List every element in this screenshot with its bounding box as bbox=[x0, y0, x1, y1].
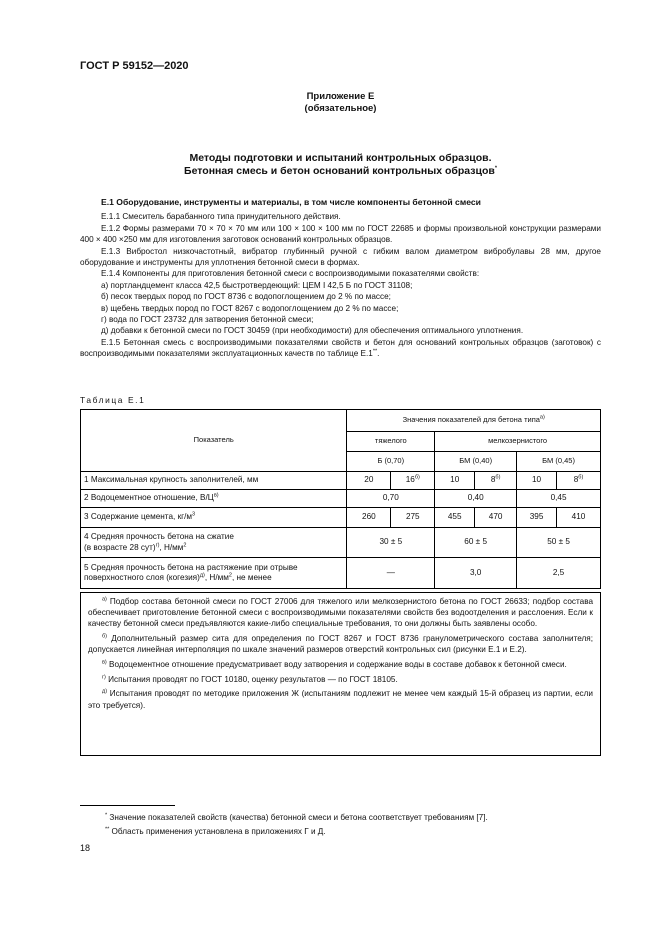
row-label-mark: г) bbox=[155, 541, 160, 548]
footnote-mark: * bbox=[105, 812, 108, 819]
heavy-header: тяжелого bbox=[347, 432, 435, 452]
cell: 410 bbox=[557, 508, 601, 528]
cell: 470 bbox=[475, 508, 517, 528]
cell bbox=[391, 472, 435, 490]
row-label-text: поверхностного слоя (когезия) bbox=[84, 573, 200, 582]
footnote-divider bbox=[80, 805, 175, 806]
table-caption: Таблица Е.1 bbox=[80, 395, 146, 405]
document-title bbox=[80, 152, 601, 178]
title-line-1: Методы подготовки и испытаний контрольных образцов. bbox=[189, 152, 492, 164]
paragraph-e14: Е.1.4 Компоненты для приготовления бетонной смеси с воспроизводимыми показателями свойств: bbox=[101, 269, 480, 279]
b070-header: Б (0,70) bbox=[347, 452, 435, 472]
row-label bbox=[81, 490, 347, 508]
cell: 0,45 bbox=[517, 490, 601, 508]
note-a bbox=[88, 596, 593, 630]
list-item-c: в) щебень твердых пород по ГОСТ 8267 с водопоглощением до 2 % по массе; bbox=[101, 303, 399, 313]
footnote-text: Значение показателей свойств (качества) бетонной смеси и бетона соответствует требованиям [7]. bbox=[107, 813, 488, 822]
cell: 395 bbox=[517, 508, 557, 528]
cell: 3,0 bbox=[435, 558, 517, 589]
row-label-unit-power: 2 bbox=[228, 572, 232, 579]
row-label-unit: , Н/мм bbox=[204, 573, 229, 582]
cell: — bbox=[347, 558, 435, 589]
list-item-d: г) вода по ГОСТ 23732 для затворения бетонной смеси; bbox=[101, 315, 314, 325]
appendix-status: (обязательное) bbox=[304, 103, 377, 114]
table-row bbox=[81, 558, 601, 589]
list-item-b: б) песок твердых пород по ГОСТ 8736 с водопоглощением до 2 % по массе; bbox=[101, 292, 391, 302]
table-notes bbox=[80, 592, 601, 756]
cell bbox=[475, 472, 517, 490]
row-label bbox=[81, 558, 347, 589]
row-label-line-2 bbox=[84, 543, 343, 554]
cell: 0,40 bbox=[435, 490, 517, 508]
note-mark: г) bbox=[102, 673, 106, 680]
paragraph-e11: Е.1.1 Смеситель барабанного типа принудительного действия. bbox=[101, 212, 341, 222]
table-row bbox=[81, 472, 601, 490]
row-label-suffix: , не менее bbox=[231, 573, 272, 582]
note-text: Испытания проводят по методике приложения Ж (испытаниям подлежит не менее чем каждый 15-й образец из партии, если это требуется). bbox=[88, 689, 593, 710]
paragraph-e15-mark: ** bbox=[372, 348, 378, 355]
note-b bbox=[88, 633, 593, 655]
cell-value: 8 bbox=[490, 475, 496, 485]
cell: 60 ± 5 bbox=[435, 528, 517, 558]
cell: 10 bbox=[517, 472, 557, 490]
note-mark: д) bbox=[102, 688, 108, 695]
group-header-text: Значения показателей для бетона типа bbox=[402, 415, 540, 425]
appendix-title: Приложение Е bbox=[306, 91, 375, 102]
footnote-1 bbox=[80, 813, 601, 822]
fine-header: мелкозернистого bbox=[435, 432, 601, 452]
note-d bbox=[88, 674, 593, 685]
list-item-e: д) добавки к бетонной смеси по ГОСТ 30459 (при необходимости) для обеспечения оптимального уплотнения. bbox=[101, 326, 524, 336]
group-header-mark: а) bbox=[539, 414, 545, 421]
row-label bbox=[81, 508, 347, 528]
indicator-column-header: Показатель bbox=[81, 410, 347, 472]
row-label bbox=[81, 528, 347, 558]
cell: 2,5 bbox=[517, 558, 601, 589]
note-text: Водоцементное отношение предусматривает воду затворения и содержание воды в составе добавок к бетонной смеси. bbox=[106, 660, 567, 670]
row-label-line-1: 5 Средняя прочность бетона на растяжение при отрыве bbox=[84, 562, 298, 572]
row-label-text: 2 Водоцементное отношение, В/Ц bbox=[84, 493, 214, 503]
title-line-2 bbox=[80, 165, 601, 178]
bm040-header: БМ (0,40) bbox=[435, 452, 517, 472]
paragraph-e12: Е.1.2 Формы размерами 70 × 70 × 70 мм или 100 × 100 × 100 мм по ГОСТ 22685 и формы произвольной конструкции размерами 400 × 400 ×250 мм для изготовления заготовок оснований контрольных образцов. bbox=[80, 223, 601, 245]
cell: 455 bbox=[435, 508, 475, 528]
section-heading: Е.1 Оборудование, инструменты и материалы, в том числе компоненты бетонной смеси bbox=[101, 197, 481, 207]
cell: 0,70 bbox=[347, 490, 435, 508]
note-text: Дополнительный размер сита для определения по ГОСТ 8267 и ГОСТ 8736 гранулометрического состава заполнителя; допускается линейная интерполяция по шкале значений размеров отверстий контрольных сил (рисунки Е.1 и Е.2). bbox=[88, 634, 593, 655]
cell-value: 16 bbox=[405, 475, 415, 485]
row-label-mark: д) bbox=[199, 572, 205, 579]
footnote-2 bbox=[80, 827, 601, 836]
row-label-unit: , Н/мм bbox=[159, 542, 184, 552]
paragraph-e15-text: Е.1.5 Бетонная смесь с воспроизводимыми показателями свойств и бетон для оснований контрольных образцов (заготовок) с воспроизводимыми показателями эксплуатационных качеств по таблице Е.1 bbox=[80, 337, 601, 359]
row-label-line-1: 4 Средняя прочность бетона на сжатие bbox=[84, 532, 234, 541]
row-label-line-2 bbox=[84, 573, 343, 584]
page-number: 18 bbox=[80, 843, 91, 853]
note-mark: а) bbox=[102, 596, 107, 603]
footnote-mark: ** bbox=[105, 826, 110, 833]
row-label: 1 Максимальная крупность заполнителей, мм bbox=[81, 472, 347, 490]
bm045-header: БМ (0,45) bbox=[517, 452, 601, 472]
cell-mark: б) bbox=[414, 474, 420, 481]
cell: 275 bbox=[391, 508, 435, 528]
note-e bbox=[88, 688, 593, 710]
appendix-heading bbox=[80, 91, 601, 115]
group-header bbox=[347, 410, 601, 432]
row-label-text: 3 Содержание цемента, кг/м bbox=[84, 512, 193, 522]
list-item-a: а) портландцемент класса 42,5 быстротвердеющий: ЦЕМ I 42,5 Б по ГОСТ 31108; bbox=[101, 280, 413, 290]
table-row bbox=[81, 528, 601, 558]
concrete-properties-table bbox=[80, 409, 601, 589]
title-line-2-text: Бетонная смесь и бетон оснований контрольных образцов bbox=[184, 165, 495, 177]
note-text: Испытания проводят по ГОСТ 10180, оценку результатов — по ГОСТ 18105. bbox=[105, 674, 398, 684]
cell: 30 ± 5 bbox=[347, 528, 435, 558]
note-mark: в) bbox=[102, 659, 107, 666]
note-c bbox=[88, 659, 593, 670]
note-text: Подбор состава бетонной смеси по ГОСТ 27006 для тяжелого или мелкозернистого бетона по ГОСТ 26633; подбор состава обеспечивает приготовление бетонной смеси с воспроизводимыми показателями свойств без водоотделения и расслоения. Если к качеству бетонной смеси предъявляются какие-либо специальные требования, то они должны быть заявлены особо. bbox=[88, 597, 593, 629]
paragraph-e15: Е.1.5 Бетонная смесь с воспроизводимыми показателями свойств и бетон для оснований контрольных образцов (заготовок) с воспроизводимыми показателями эксплуатационных качеств по таблице Е.1**. bbox=[80, 337, 601, 359]
paragraph-e13: Е.1.3 Вибростол низкочастотный, вибратор глубинный ручной с гибким валом диаметром вибробулавы 28 мм, другое оборудование и инструменты для уплотнения бетонной смеси в формах. bbox=[80, 246, 601, 268]
title-footnote-mark: * bbox=[494, 165, 497, 172]
cell: 20 bbox=[347, 472, 391, 490]
section-body bbox=[80, 197, 601, 360]
cell: 10 bbox=[435, 472, 475, 490]
cell bbox=[557, 472, 601, 490]
cell: 260 bbox=[347, 508, 391, 528]
row-label-mark: в) bbox=[213, 492, 219, 499]
table-row bbox=[81, 490, 601, 508]
cell: 50 ± 5 bbox=[517, 528, 601, 558]
table-row bbox=[81, 508, 601, 528]
document-header: ГОСТ Р 59152—2020 bbox=[80, 60, 189, 72]
row-label-mark: 3 bbox=[192, 511, 196, 518]
row-label-unit-power: 2 bbox=[183, 541, 187, 548]
row-label-text: (в возрасте 28 сут) bbox=[84, 542, 156, 552]
cell-mark: б) bbox=[578, 474, 584, 481]
cell-value: 8 bbox=[573, 475, 579, 485]
note-mark: б) bbox=[102, 633, 107, 640]
footnote-text: Область применения установлена в приложениях Г и Д. bbox=[109, 827, 326, 836]
cell-mark: б) bbox=[495, 474, 501, 481]
